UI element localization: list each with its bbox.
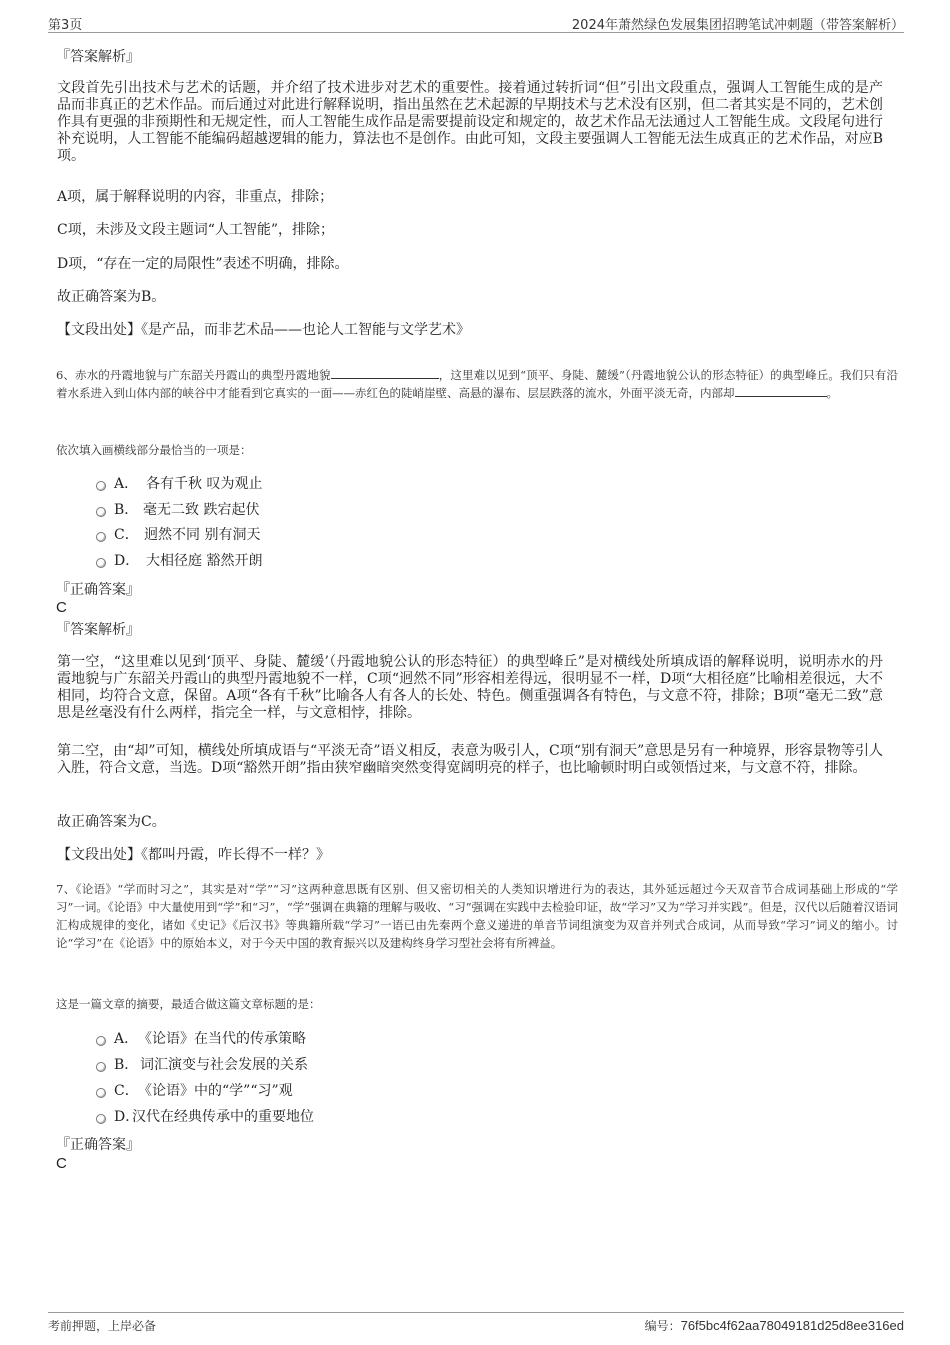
document-code-label: 编号： [644, 1319, 681, 1333]
option-letter: C． [114, 1083, 139, 1099]
option-letter: C． [114, 527, 139, 543]
radio-icon[interactable] [96, 481, 106, 491]
q6-analysis-paragraph-2: 第二空，由“却”可知，横线处所填成语与“平淡无奇”语义相反，表意为吸引人，C项“别有洞天”意思是另有一种境界，形容景物等引人入胜，符合文意，当选。D项“豁然开朗”指由狭窄幽暗突然变得宽阔明亮的样子，也比喻顿时明白或领悟过来，与文意不符，排除。 [57, 743, 883, 776]
radio-icon[interactable] [96, 1114, 106, 1124]
q6-answer: C [56, 599, 67, 616]
option-letter: D． [114, 1109, 140, 1125]
q6-analysis-paragraph-1: 第一空，“这里难以见到‘顶平、身陡、麓缓’（丹霞地貌公认的形态特征）的典型峰丘”是对横线处所填成语的解释说明，说明赤水的丹霞地貌与广东韶关丹霞山的典型丹霞地貌不一样，C项“迥然不同”形容相差得远，很明显不一样，D项“大相径庭”比喻相差很远，大不相同，均符合文意，保留。A项“各有千秋”比喻各人有各人的长处、特色。侧重强调各有特色，与文意不符，排除；B项“毫无二致”意思是丝毫没有什么两样，指完全一样，与文意相悖，排除。 [57, 654, 883, 721]
page-footer [48, 1312, 904, 1337]
option-text: 大相径庭 豁然开朗 [146, 553, 263, 569]
q7-answer: C [56, 1155, 67, 1172]
option-text: 《论语》在当代的传承策略 [138, 1031, 306, 1047]
q7-instruction: 这是一篇文章的摘要，最适合做这篇文章标题的是： [56, 997, 321, 1011]
radio-icon[interactable] [96, 1088, 106, 1098]
footer-slogan: 考前押题，上岸必备 [48, 1319, 157, 1333]
document-code [645, 1317, 904, 1334]
option-text: 词汇演变与社会发展的关系 [140, 1057, 308, 1073]
q6-blank-2[interactable] [735, 384, 827, 397]
q6-stem-part-2: ，这里难以见到“顶平、身陡、麓缓”（丹霞地貌公认的形态特征）的典型峰丘。我们只有沿着水系进入到山体内部的峡谷中才能看到它真实的一面——赤红色的陡峭崖壁、高悬的瀑布、层层跌落的流水，外面平淡无奇，内部却 [56, 368, 898, 400]
q6-stem [56, 366, 898, 402]
option-text: 《论语》中的“学”“习”观 [138, 1083, 293, 1099]
option-text: 毫无二致 跌宕起伏 [143, 502, 260, 518]
q5-analysis-option-c: C项，未涉及文段主题词“人工智能”，排除； [57, 222, 335, 238]
q6-instruction: 依次填入画横线部分最恰当的一项是： [56, 443, 252, 457]
q6-conclusion: 故正确答案为C。 [57, 814, 166, 830]
q5-analysis-label: 『答案解析』 [56, 49, 140, 65]
q6-analysis-label: 『答案解析』 [56, 622, 140, 638]
option-letter: A． [114, 476, 139, 492]
q6-source: 【文段出处】《都叫丹霞，咋长得不一样？》 [57, 847, 330, 863]
page-number: 第3页 [48, 18, 83, 33]
q5-source: 【文段出处】《是产品，而非艺术品——也论人工智能与文学艺术》 [57, 322, 470, 338]
q5-analysis-option-d: D项，“存在一定的局限性”表述不明确，排除。 [57, 256, 349, 272]
option-letter: B． [114, 1057, 139, 1073]
option-letter: B． [114, 502, 139, 518]
q6-answer-label: 『正确答案』 [56, 582, 140, 598]
q6-stem-part-1: 6、赤水的丹霞地貌与广东韶关丹霞山的典型丹霞地貌 [56, 368, 331, 382]
document-code-value: 76f5bc4f62aa78049181d25d8ee316ed [680, 1318, 904, 1333]
option-letter: D． [114, 553, 140, 569]
option-text: 汉代在经典传承中的重要地位 [132, 1109, 314, 1125]
q7-stem: 7、《论语》“学而时习之”，其实是对“学”“习”这两种意思既有区别、但又密切相关的人类知识增进行为的表达，其外延远超过今天双音节合成词基础上形成的“学习”一词。《论语》中大量使用到“学”和“习”，“学”强调在典籍的理解与吸收、“习”强调在实践中去检验印证，故“学习”又为“学习并实践”。但是，汉代以后随着汉语词汇构成规律的变化，诸如《史记》《后汉书》等典籍所载“学习”一语已由先秦两个意义递进的单音节词组演变为双音并列式合成词，从而导致“学习”词义的缩小。讨论“学习”在《论语》中的原始本义，对于今天中国的教育振兴以及建构终身学习型社会将有所裨益。 [56, 882, 898, 950]
option-text: 各有千秋 叹为观止 [146, 476, 263, 492]
radio-icon[interactable] [96, 558, 106, 568]
q5-analysis-option-a: A项，属于解释说明的内容，非重点，排除； [57, 189, 334, 205]
radio-icon[interactable] [96, 1062, 106, 1072]
radio-icon[interactable] [96, 1036, 106, 1046]
q5-analysis-paragraph: 文段首先引出技术与艺术的话题，并介绍了技术进步对艺术的重要性。接着通过转折词“但”引出文段重点，强调人工智能生成的是产品而非真正的艺术作品。而后通过对此进行解释说明，指出虽然在艺术起源的早期技术与艺术没有区别，但二者其实是不同的，艺术创作具有更强的非预期性和无规定性，而人工智能生成作品是需要提前设定和规定的，故艺术作品无法通过人工智能生成。文段尾句进行补充说明，人工智能不能编码超越逻辑的能力，算法也不是创作。由此可知，文段主要强调人工智能无法生成真正的艺术作品，对应B项。 [57, 80, 883, 164]
q6-blank-1[interactable] [331, 366, 439, 379]
q5-conclusion: 故正确答案为B。 [57, 289, 166, 305]
page-header [48, 12, 904, 33]
option-letter: A． [114, 1031, 139, 1047]
radio-icon[interactable] [96, 507, 106, 517]
option-text: 迥然不同 别有洞天 [144, 527, 261, 543]
q6-stem-part-3: 。 [826, 386, 838, 400]
q7-answer-label: 『正确答案』 [56, 1137, 140, 1153]
radio-icon[interactable] [96, 532, 106, 542]
document-title: 2024年萧然绿色发展集团招聘笔试冲刺题（带答案解析） [571, 18, 904, 33]
